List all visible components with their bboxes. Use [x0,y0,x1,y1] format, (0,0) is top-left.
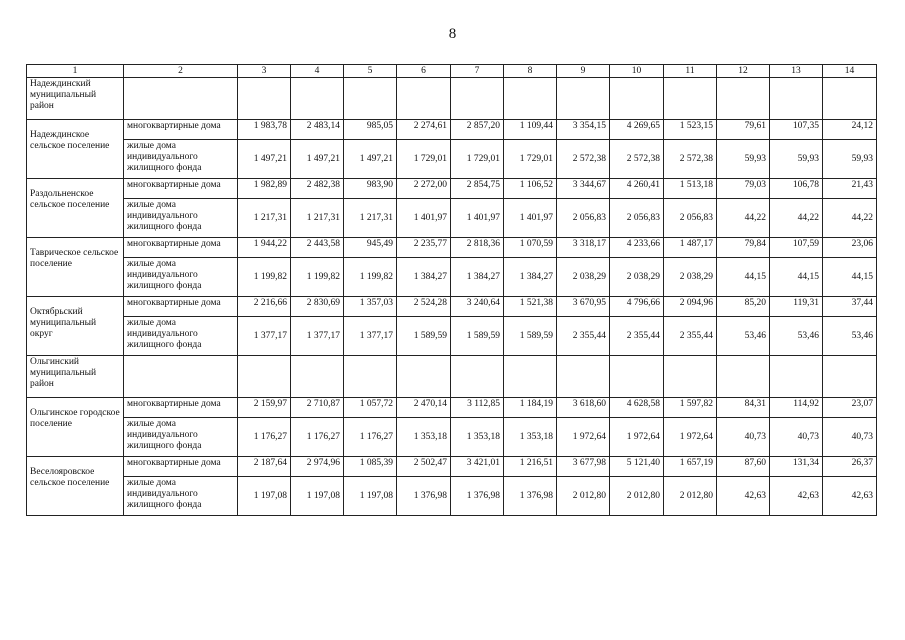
value-cell: 87,60 [717,457,770,477]
value-cell: 1 353,18 [451,418,504,457]
value-cell: 44,15 [770,258,823,297]
value-cell: 1 216,51 [504,457,557,477]
value-cell: 1 353,18 [504,418,557,457]
value-cell: 2 159,97 [238,398,291,418]
settlement-name: Ольгинское городское поселение [27,398,124,457]
table-row [27,418,877,457]
value-cell: 1 377,17 [238,317,291,356]
column-number-cell: 2 [124,65,238,78]
value-cell: 3 344,67 [557,179,610,199]
empty-cell [238,78,291,120]
table-row [27,179,877,199]
value-cell: 2 502,47 [397,457,451,477]
value-cell: 1 217,31 [291,199,344,238]
table-row [27,477,877,516]
value-cell: 2 038,29 [610,258,664,297]
value-cell: 44,22 [823,199,877,238]
housing-type: жилые дома индивидуального жилищного фонда [124,477,238,516]
housing-type: многоквартирные дома [124,297,238,317]
district-row [27,356,877,398]
value-cell: 84,31 [717,398,770,418]
value-cell: 2 274,61 [397,120,451,140]
value-cell: 85,20 [717,297,770,317]
value-cell: 3 354,15 [557,120,610,140]
table-row [27,297,877,317]
value-cell: 1 199,82 [238,258,291,297]
value-cell: 983,90 [344,179,397,199]
housing-type: жилые дома индивидуального жилищного фонда [124,317,238,356]
value-cell: 79,84 [717,238,770,258]
value-cell: 4 628,58 [610,398,664,418]
value-cell: 1 377,17 [344,317,397,356]
value-cell: 37,44 [823,297,877,317]
value-cell: 21,43 [823,179,877,199]
empty-cell [344,356,397,398]
housing-type: жилые дома индивидуального жилищного фонда [124,199,238,238]
tariff-table [26,64,877,516]
value-cell: 2 235,77 [397,238,451,258]
value-cell: 1 376,98 [451,477,504,516]
value-cell: 1 497,21 [344,140,397,179]
column-number-cell: 7 [451,65,504,78]
value-cell: 2 012,80 [557,477,610,516]
value-cell: 2 355,44 [557,317,610,356]
value-cell: 1 589,59 [451,317,504,356]
value-cell: 26,37 [823,457,877,477]
empty-cell [717,356,770,398]
value-cell: 2 470,14 [397,398,451,418]
value-cell: 2 355,44 [664,317,717,356]
value-cell: 1 384,27 [397,258,451,297]
value-cell: 1 597,82 [664,398,717,418]
empty-cell [664,78,717,120]
value-cell: 42,63 [717,477,770,516]
value-cell: 107,59 [770,238,823,258]
value-cell: 44,15 [717,258,770,297]
value-cell: 1 983,78 [238,120,291,140]
value-cell: 1 357,03 [344,297,397,317]
value-cell: 106,78 [770,179,823,199]
value-cell: 3 421,01 [451,457,504,477]
value-cell: 2 012,80 [610,477,664,516]
district-name: Ольгинский муниципальный район [27,356,124,398]
value-cell: 2 524,28 [397,297,451,317]
value-cell: 2 056,83 [557,199,610,238]
value-cell: 1 944,22 [238,238,291,258]
column-number-cell: 5 [344,65,397,78]
value-cell: 3 318,17 [557,238,610,258]
table-row [27,258,877,297]
value-cell: 1 197,08 [238,477,291,516]
empty-cell [291,356,344,398]
value-cell: 985,05 [344,120,397,140]
empty-cell [397,356,451,398]
value-cell: 1 521,38 [504,297,557,317]
value-cell: 79,03 [717,179,770,199]
value-cell: 42,63 [770,477,823,516]
value-cell: 1 972,64 [664,418,717,457]
empty-cell [504,356,557,398]
value-cell: 3 677,98 [557,457,610,477]
table-row [27,457,877,477]
value-cell: 1 217,31 [238,199,291,238]
value-cell: 1 384,27 [504,258,557,297]
value-cell: 1 401,97 [504,199,557,238]
empty-cell [291,78,344,120]
value-cell: 1 401,97 [397,199,451,238]
value-cell: 1 176,27 [291,418,344,457]
column-number-cell: 12 [717,65,770,78]
value-cell: 3 670,95 [557,297,610,317]
housing-type: жилые дома индивидуального жилищного фонда [124,258,238,297]
value-cell: 53,46 [823,317,877,356]
empty-cell [770,78,823,120]
value-cell: 1 176,27 [238,418,291,457]
column-number-cell: 8 [504,65,557,78]
column-number-cell: 6 [397,65,451,78]
table-row [27,398,877,418]
housing-type: многоквартирные дома [124,238,238,258]
value-cell: 1 589,59 [397,317,451,356]
value-cell: 3 112,85 [451,398,504,418]
empty-cell [664,356,717,398]
value-cell: 4 260,41 [610,179,664,199]
table-row [27,120,877,140]
value-cell: 1 376,98 [504,477,557,516]
value-cell: 40,73 [717,418,770,457]
housing-type: жилые дома индивидуального жилищного фонда [124,140,238,179]
value-cell: 1 497,21 [238,140,291,179]
settlement-name: Веселояровское сельское поселение [27,457,124,516]
value-cell: 1 972,64 [610,418,664,457]
value-cell: 1 184,19 [504,398,557,418]
value-cell: 1 589,59 [504,317,557,356]
value-cell: 1 197,08 [344,477,397,516]
value-cell: 2 012,80 [664,477,717,516]
table-row [27,199,877,238]
value-cell: 107,35 [770,120,823,140]
value-cell: 59,93 [823,140,877,179]
column-number-cell: 4 [291,65,344,78]
empty-cell [557,356,610,398]
value-cell: 1 497,21 [291,140,344,179]
value-cell: 2 710,87 [291,398,344,418]
value-cell: 40,73 [823,418,877,457]
table-row [27,140,877,179]
value-cell: 23,06 [823,238,877,258]
value-cell: 42,63 [823,477,877,516]
value-cell: 59,93 [717,140,770,179]
value-cell: 53,46 [717,317,770,356]
value-cell: 1 384,27 [451,258,504,297]
value-cell: 2 483,14 [291,120,344,140]
value-cell: 1 376,98 [397,477,451,516]
empty-cell [823,356,877,398]
value-cell: 2 572,38 [664,140,717,179]
empty-cell [344,78,397,120]
value-cell: 1 513,18 [664,179,717,199]
value-cell: 24,12 [823,120,877,140]
settlement-name: Раздольненское сельское поселение [27,179,124,238]
value-cell: 1 377,17 [291,317,344,356]
empty-cell [610,78,664,120]
value-cell: 1 197,08 [291,477,344,516]
column-number-cell: 9 [557,65,610,78]
value-cell: 1 353,18 [397,418,451,457]
value-cell: 1 176,27 [344,418,397,457]
empty-cell [451,356,504,398]
value-cell: 53,46 [770,317,823,356]
value-cell: 1 199,82 [291,258,344,297]
value-cell: 1 982,89 [238,179,291,199]
value-cell: 5 121,40 [610,457,664,477]
value-cell: 1 401,97 [451,199,504,238]
column-number-cell: 3 [238,65,291,78]
value-cell: 3 618,60 [557,398,610,418]
value-cell: 2 056,83 [610,199,664,238]
column-number-cell: 10 [610,65,664,78]
empty-cell [238,356,291,398]
value-cell: 114,92 [770,398,823,418]
value-cell: 119,31 [770,297,823,317]
column-number-cell: 11 [664,65,717,78]
empty-cell [451,78,504,120]
district-row [27,78,877,120]
empty-cell [397,78,451,120]
value-cell: 1 217,31 [344,199,397,238]
column-number-row [27,65,877,78]
value-cell: 1 729,01 [451,140,504,179]
value-cell: 2 854,75 [451,179,504,199]
value-cell: 1 085,39 [344,457,397,477]
value-cell: 4 233,66 [610,238,664,258]
empty-cell [557,78,610,120]
page-number: 8 [448,26,457,42]
housing-type: многоквартирные дома [124,398,238,418]
value-cell: 59,93 [770,140,823,179]
housing-type: многоквартирные дома [124,179,238,199]
value-cell: 2 857,20 [451,120,504,140]
value-cell: 2 216,66 [238,297,291,317]
value-cell: 4 796,66 [610,297,664,317]
value-cell: 2 056,83 [664,199,717,238]
settlement-name: Октябрьский муниципальный округ [27,297,124,356]
table-row [27,317,877,356]
value-cell: 1 487,17 [664,238,717,258]
value-cell: 23,07 [823,398,877,418]
value-cell: 2 830,69 [291,297,344,317]
value-cell: 2 572,38 [557,140,610,179]
empty-cell [823,78,877,120]
value-cell: 1 972,64 [557,418,610,457]
settlement-name: Таврическое сельское поселение [27,238,124,297]
value-cell: 2 818,36 [451,238,504,258]
value-cell: 2 443,58 [291,238,344,258]
empty-cell [124,356,238,398]
value-cell: 1 109,44 [504,120,557,140]
empty-cell [504,78,557,120]
housing-type: многоквартирные дома [124,120,238,140]
value-cell: 2 572,38 [610,140,664,179]
column-number-cell: 13 [770,65,823,78]
empty-cell [717,78,770,120]
table-row [27,238,877,258]
value-cell: 1 729,01 [504,140,557,179]
value-cell: 3 240,64 [451,297,504,317]
column-number-cell: 1 [27,65,124,78]
value-cell: 131,34 [770,457,823,477]
value-cell: 1 070,59 [504,238,557,258]
empty-cell [124,78,238,120]
value-cell: 2 974,96 [291,457,344,477]
column-number-cell: 14 [823,65,877,78]
value-cell: 1 729,01 [397,140,451,179]
value-cell: 945,49 [344,238,397,258]
value-cell: 1 106,52 [504,179,557,199]
value-cell: 4 269,65 [610,120,664,140]
value-cell: 2 355,44 [610,317,664,356]
value-cell: 2 187,64 [238,457,291,477]
value-cell: 2 272,00 [397,179,451,199]
value-cell: 44,15 [823,258,877,297]
value-cell: 44,22 [717,199,770,238]
empty-cell [770,356,823,398]
value-cell: 2 038,29 [664,258,717,297]
value-cell: 2 482,38 [291,179,344,199]
value-cell: 1 657,19 [664,457,717,477]
value-cell: 79,61 [717,120,770,140]
value-cell: 1 057,72 [344,398,397,418]
housing-type: многоквартирные дома [124,457,238,477]
value-cell: 1 523,15 [664,120,717,140]
value-cell: 44,22 [770,199,823,238]
value-cell: 2 038,29 [557,258,610,297]
empty-cell [610,356,664,398]
district-name: Надеждинский муниципальный район [27,78,124,120]
value-cell: 40,73 [770,418,823,457]
value-cell: 2 094,96 [664,297,717,317]
value-cell: 1 199,82 [344,258,397,297]
settlement-name: Надеждинское сельское поселение [27,120,124,179]
housing-type: жилые дома индивидуального жилищного фонда [124,418,238,457]
